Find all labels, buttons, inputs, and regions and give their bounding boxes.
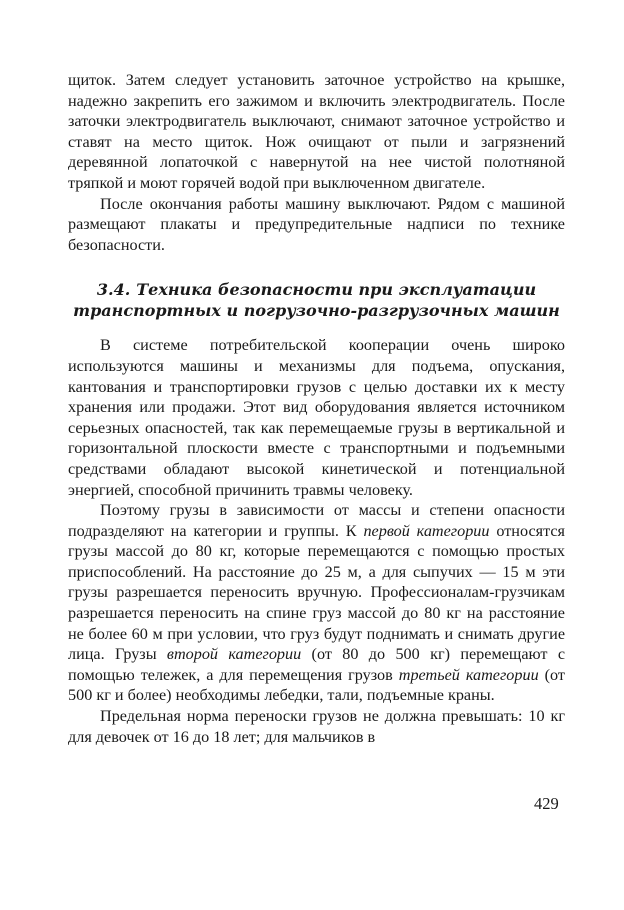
text-run: (от 500 кг и более) необходимы лебедки, тали, подъемные краны.	[68, 665, 565, 705]
emphasis-first-category: первой категории	[363, 521, 490, 540]
emphasis-third-category: третьей категории	[398, 665, 539, 684]
text-run: (от 80 до 500 кг) перемещают с помощью тележек, а для перемещения грузов	[68, 645, 566, 684]
emphasis-second-category: второй категории	[166, 645, 302, 664]
text-run: Поэтому грузы в зависимости от массы и степени опасности подразделяют на категории и группы. К	[68, 501, 565, 540]
paragraph-load-categories	[68, 500, 565, 706]
paragraph-after-work: После окончания работы машину выключают. Рядом с машиной размещают плакаты и предупредительные надписи по технике безопасности.	[68, 194, 565, 254]
section-heading	[68, 279, 565, 321]
page-body	[68, 70, 565, 747]
text-run: относятся грузы массой до 80 кг, которые перемещаются с помощью простых приспособлений. На расстояние до 25 м, а для сыпучих — 15 м эти грузы разрешается переносить вручную. Профессионалам-грузчикам разрешается переносить на спине груз массой до 80 кг на расстояние не более 60 м при условии, что груз будут поднимать и снимать другие лица. Грузы	[68, 521, 565, 664]
page-number: 429	[534, 794, 559, 813]
section-number: 3.4.	[96, 280, 131, 300]
section-title-part-2: транспортных и погрузочно-разгрузочных машин	[73, 301, 560, 321]
section-title-part-1: Техника безопасности при эксплуатации	[136, 280, 537, 300]
paragraph-cooperation: В системе потребительской кооперации очень широко используются машины и механизмы для подъема, опускания, кантования и транспортировки грузов с целью доставки их к месту хранения или продажи. Этот вид оборудования является источником серьезных опасностей, так как перемещаемые грузы в вертикальной и горизонтальной плоскости вместе с транспортными и подъемными средствами обладают высокой кинетической и потенциальной энергией, способной причинить травмы человеку.	[68, 336, 565, 499]
section-heading-line-1	[68, 279, 565, 300]
paragraph-carry-limits: Предельная норма переноски грузов не должна превышать: 10 кг для девочек от 16 до 18 лет; для мальчиков в	[68, 707, 565, 746]
paragraph-continued: щиток. Затем следует установить заточное устройство на крышке, надежно закрепить его зажимом и включить электродвигатель. После заточки электродвигатель выключают, снимают заточное устройство и ставят на место щиток. Нож очищают от пыли и загрязнений деревянной лопаточкой с навернутой на нее чистой полотняной тряпкой и моют горячей водой при выключенном двигателе.	[68, 71, 565, 192]
